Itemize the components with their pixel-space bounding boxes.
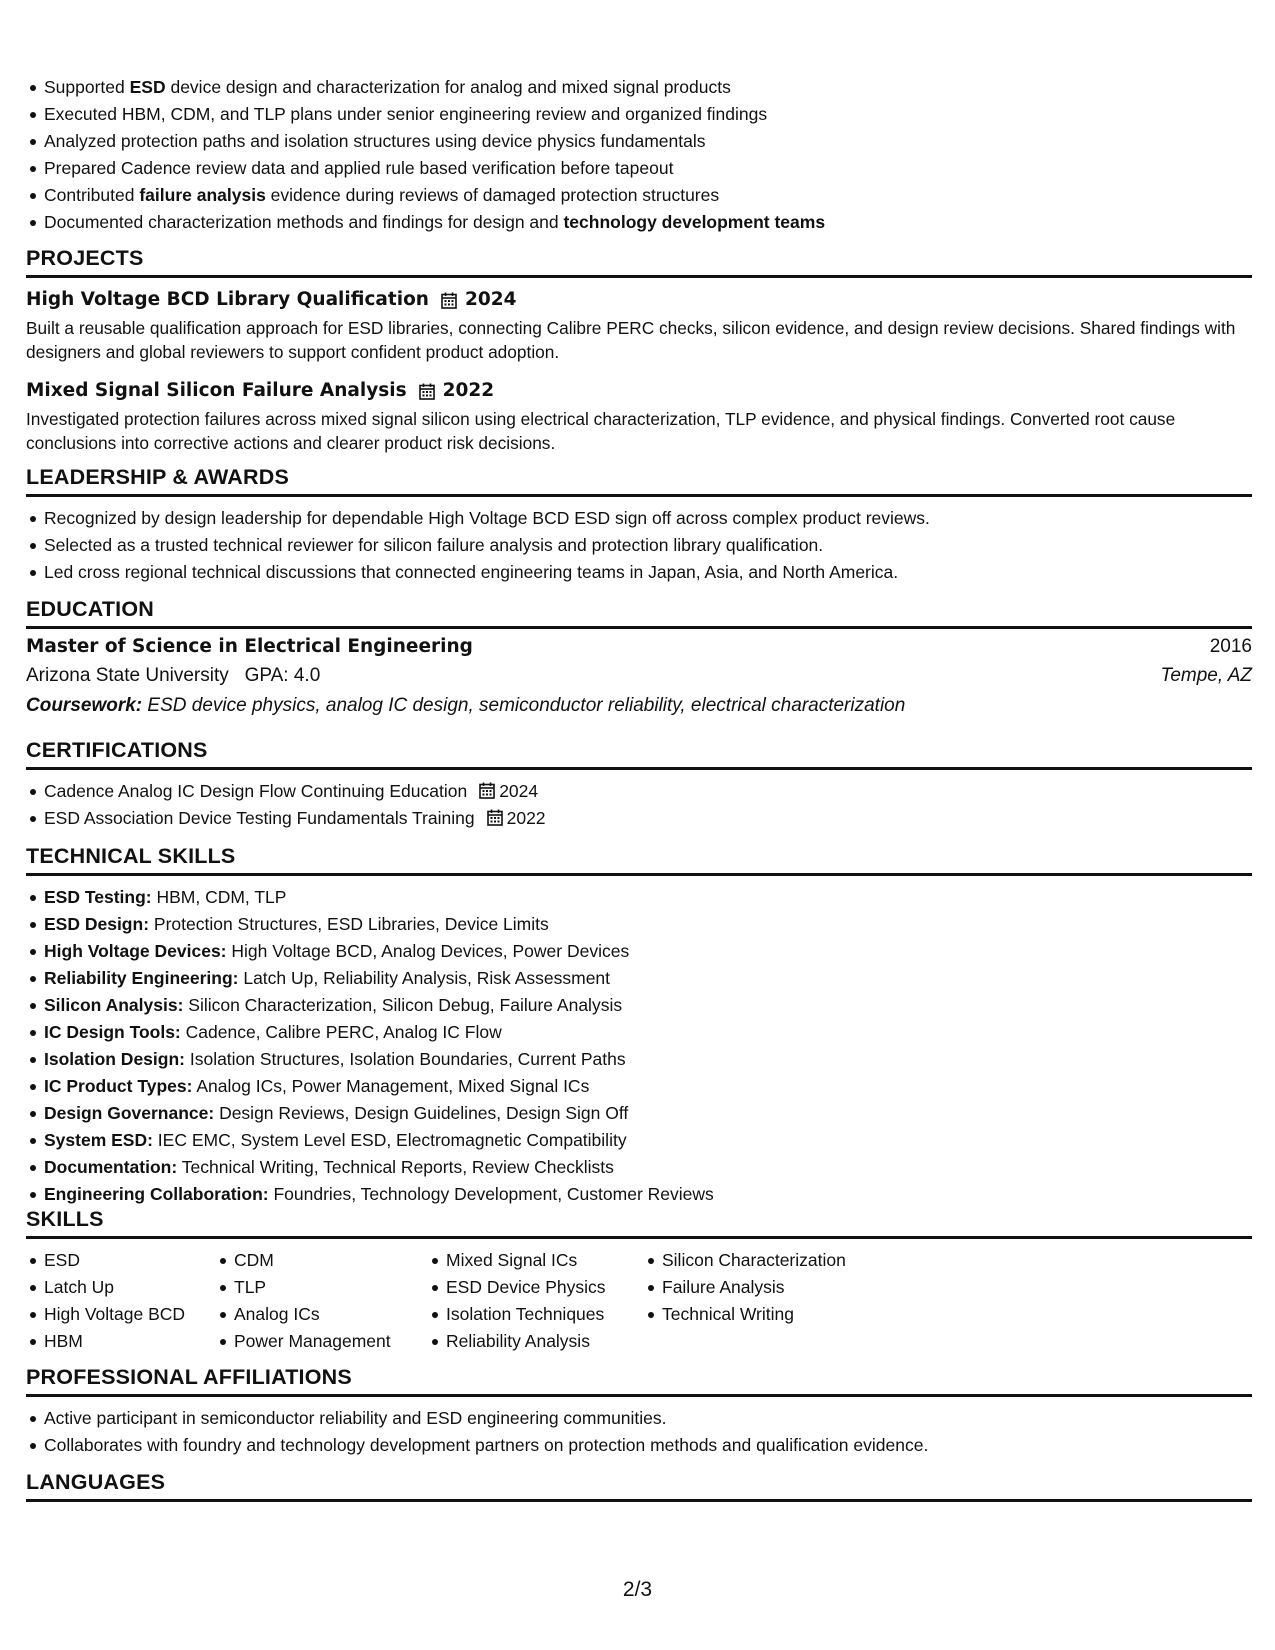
list-item: HBM [26, 1328, 216, 1355]
list-item: Isolation Techniques [428, 1301, 644, 1328]
project-description: Built a reusable qualification approach for ESD libraries, connecting Calibre PERC checks, silicon evidence, and design review decisions. Shared findings with designers and global reviewers to support confident product adoption. [26, 318, 1236, 362]
list-item: Recognized by design leadership for dependable High Voltage BCD ESD sign off across complex product reviews. [26, 505, 1252, 532]
section-divider [26, 626, 1252, 629]
list-item: Analog ICs [216, 1301, 428, 1328]
experience-bullets [26, 74, 825, 236]
list-item: Reliability Engineering: Latch Up, Reliability Analysis, Risk Assessment [26, 965, 1252, 992]
education-section [26, 596, 1252, 721]
list-item: IC Design Tools: Cadence, Calibre PERC, Analog IC Flow [26, 1019, 1252, 1046]
list-item: Led cross regional technical discussions that connected engineering teams in Japan, Asia, and North America. [26, 559, 1252, 586]
list-item: Active participant in semiconductor reliability and ESD engineering communities. [26, 1405, 1252, 1432]
degree-title: Master of Science in Electrical Engineering [26, 636, 473, 657]
section-divider [26, 1394, 1252, 1397]
section-divider [26, 767, 1252, 770]
section-title: TECHNICAL SKILLS [26, 844, 236, 868]
calendar-icon [441, 292, 457, 309]
list-item: Latch Up [26, 1274, 216, 1301]
list-item: Silicon Characterization [644, 1247, 904, 1274]
section-title: LEADERSHIP & AWARDS [26, 465, 290, 489]
list-item: Reliability Analysis [428, 1328, 644, 1355]
project-name: High Voltage BCD Library Qualification [26, 289, 429, 310]
list-item: Prepared Cadence review data and applied rule based verification before tapeout [26, 155, 825, 182]
projects-section [26, 245, 1252, 455]
list-item: CDM [216, 1247, 428, 1274]
list-item: Power Management [216, 1328, 428, 1355]
certifications-section [26, 737, 1252, 832]
page-number: 2/3 [622, 1578, 653, 1601]
list-item: High Voltage Devices: High Voltage BCD, Analog Devices, Power Devices [26, 938, 1252, 965]
section-divider [26, 1236, 1252, 1239]
list-item: Failure Analysis [644, 1274, 904, 1301]
cert-year: 2024 [499, 781, 539, 801]
section-title: CERTIFICATIONS [26, 738, 208, 762]
list-item: Technical Writing [644, 1301, 904, 1328]
section-title: LANGUAGES [26, 1470, 166, 1494]
technical-skills-section [26, 843, 1252, 1208]
section-title: PROFESSIONAL AFFILIATIONS [26, 1365, 352, 1389]
project-name: Mixed Signal Silicon Failure Analysis [26, 380, 407, 401]
skills-grid [26, 1247, 1252, 1355]
languages-section [26, 1469, 1252, 1510]
graduation-year: 2016 [1209, 636, 1252, 657]
list-item: Supported ESD device design and characterization for analog and mixed signal products [26, 74, 825, 101]
list-item: Selected as a trusted technical reviewer for silicon failure analysis and protection library qualification. [26, 532, 1252, 559]
list-item: ESD Association Device Testing Fundamentals Training 2022 [26, 805, 1252, 832]
calendar-icon [487, 809, 503, 826]
skills-section [26, 1206, 1252, 1355]
list-item: TLP [216, 1274, 428, 1301]
list-item: ESD Testing: HBM, CDM, TLP [26, 884, 1252, 911]
list-item: Silicon Analysis: Silicon Characterization, Silicon Debug, Failure Analysis [26, 992, 1252, 1019]
list-item: Design Governance: Design Reviews, Design Guidelines, Design Sign Off [26, 1100, 1252, 1127]
project-item [26, 286, 1252, 364]
project-description: Investigated protection failures across mixed signal silicon using electrical characterization, TLP evidence, and physical findings. Converted root cause conclusions into corrective actions and clearer product risk decisions. [26, 409, 1176, 453]
coursework: Coursework: ESD device physics, analog IC design, semiconductor reliability, electrical characterization [26, 695, 906, 716]
list-item: Isolation Design: Isolation Structures, Isolation Boundaries, Current Paths [26, 1046, 1252, 1073]
cert-year: 2022 [506, 808, 546, 828]
list-item: ESD Design: Protection Structures, ESD Libraries, Device Limits [26, 911, 1252, 938]
list-item: Mixed Signal ICs [428, 1247, 644, 1274]
section-divider [26, 275, 1252, 278]
project-year: 2024 [464, 289, 517, 310]
section-title: SKILLS [26, 1207, 104, 1231]
leadership-section [26, 464, 1252, 586]
school-gpa: Arizona State University GPA: 4.0 [26, 665, 321, 686]
list-item: Analyzed protection paths and isolation structures using device physics fundamentals [26, 128, 825, 155]
section-divider [26, 873, 1252, 876]
list-item: Documentation: Technical Writing, Technical Reports, Review Checklists [26, 1154, 1252, 1181]
project-year: 2022 [442, 380, 495, 401]
section-divider [26, 1499, 1252, 1502]
section-divider [26, 494, 1252, 497]
list-item: ESD Device Physics [428, 1274, 644, 1301]
list-item: IC Product Types: Analog ICs, Power Management, Mixed Signal ICs [26, 1073, 1252, 1100]
list-item: High Voltage BCD [26, 1301, 216, 1328]
list-item: Documented characterization methods and findings for design and technology development teams [26, 209, 825, 236]
list-item: Engineering Collaboration: Foundries, Technology Development, Customer Reviews [26, 1181, 1252, 1208]
project-item [26, 377, 1252, 455]
section-title: PROJECTS [26, 246, 144, 270]
list-item: ESD [26, 1247, 216, 1274]
list-item: Executed HBM, CDM, and TLP plans under senior engineering review and organized findings [26, 101, 825, 128]
list-item: System ESD: IEC EMC, System Level ESD, Electromagnetic Compatibility [26, 1127, 1252, 1154]
list-item: Contributed failure analysis evidence during reviews of damaged protection structures [26, 182, 825, 209]
calendar-icon [479, 782, 495, 799]
section-title: EDUCATION [26, 597, 155, 621]
affiliations-section [26, 1364, 1252, 1459]
calendar-icon [419, 383, 435, 400]
school-location: Tempe, AZ [1160, 665, 1252, 686]
list-item: Collaborates with foundry and technology development partners on protection methods and qualification evidence. [26, 1432, 1252, 1459]
list-item: Cadence Analog IC Design Flow Continuing Education 2024 [26, 778, 1252, 805]
